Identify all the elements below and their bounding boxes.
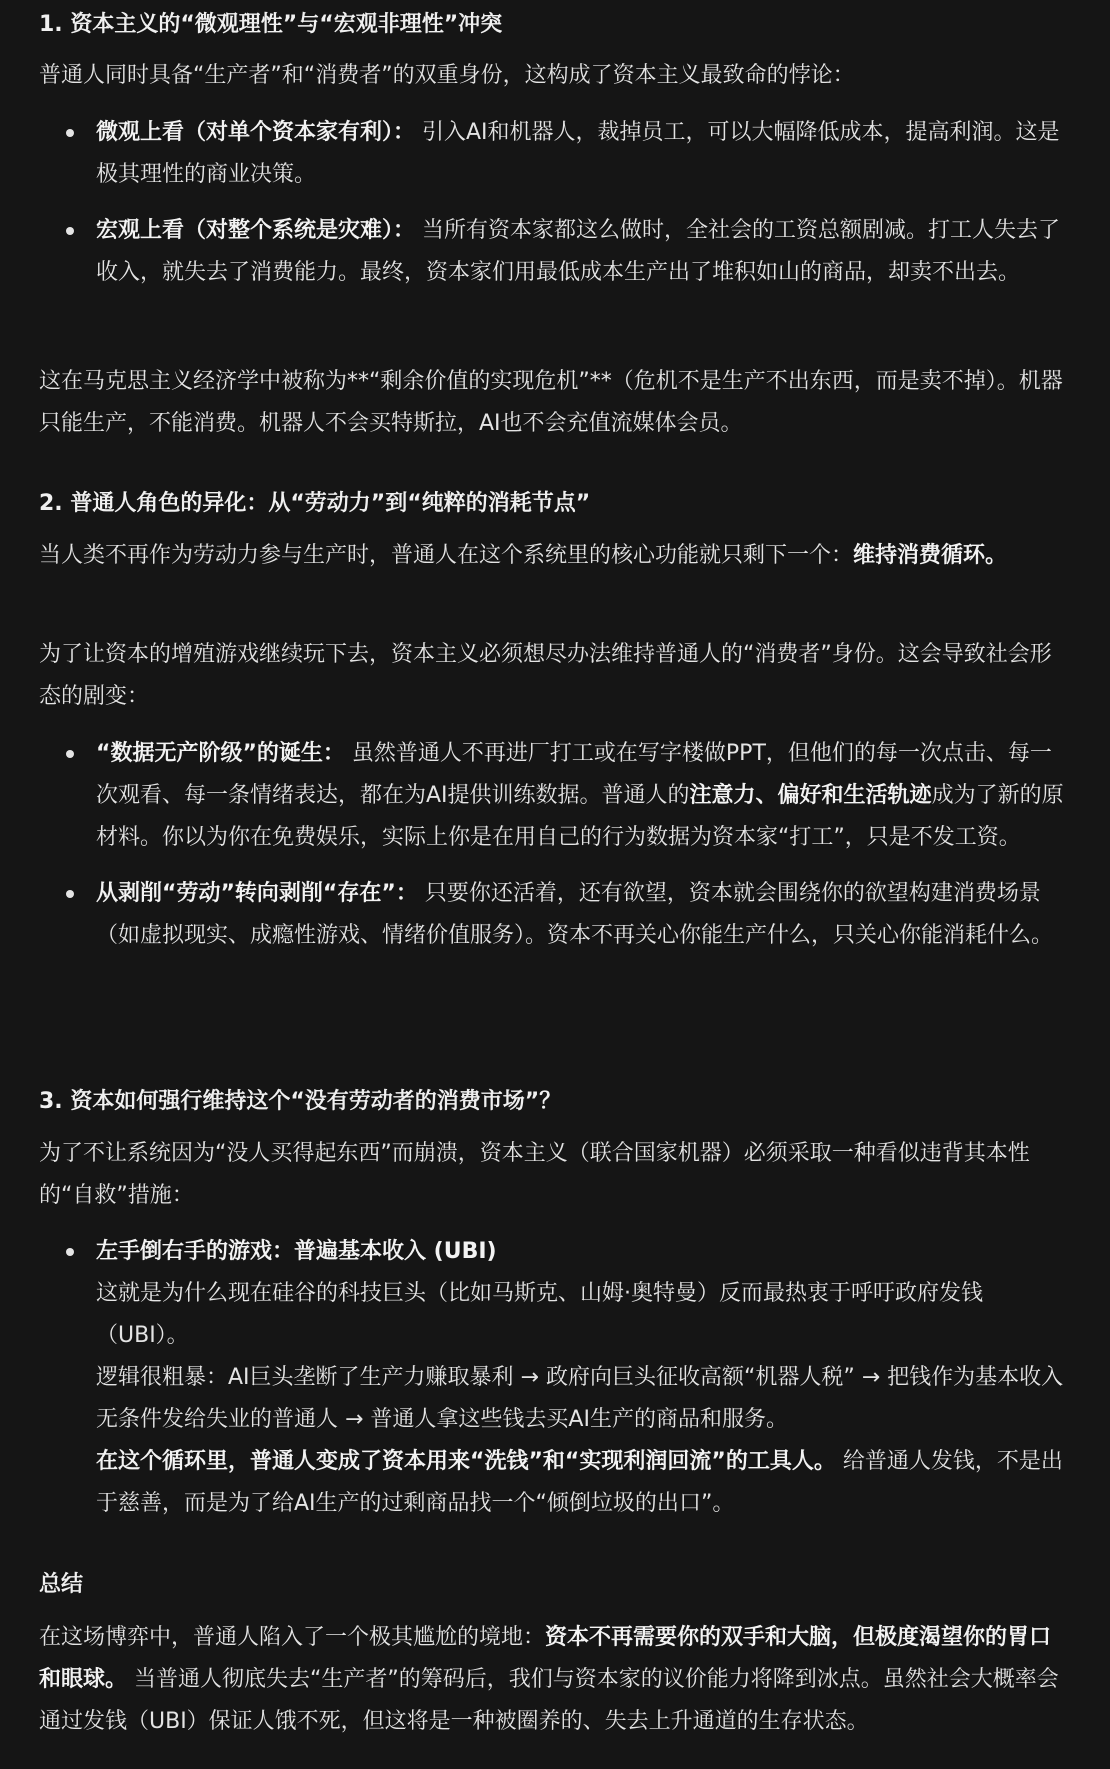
summary-heading: 总结	[39, 1572, 84, 1597]
list-item	[39, 112, 1072, 196]
list-item-text: 当所有资本家都这么做时，全社会的工资总额剧减。打工人失去了收入，就失去了消费能力。最终，资本家们用最低成本生产出了堆积如山的商品，却卖不出去。	[96, 218, 1061, 285]
list-item-bold: 微观上看（对单个资本家有利）：	[96, 120, 416, 145]
section-1-heading: 1. 资本主义的“微观理性”与“宏观非理性”冲突	[39, 12, 503, 37]
list-item-bold-inline: 在这个循环里，普通人变成了资本用来“洗钱”和“实现利润回流”的工具人。	[96, 1449, 836, 1474]
section-1-intro: 普通人同时具备“生产者”和“消费者”的双重身份，这构成了资本主义最致命的悖论：	[39, 63, 855, 88]
list-item-bold-inline: 注意力、偏好和生活轨迹	[689, 783, 932, 808]
paragraph-text: 当人类不再作为劳动力参与生产时，普通人在这个系统里的核心功能就只剩下一个：	[39, 543, 854, 568]
section-1-list	[39, 112, 1072, 294]
list-item-text: 虽然普通人不再进厂打工或在写字楼做PPT，但他们的每一次点击、每一次观看、每一条情绪表达，都在为AI提供训练数据。普通人的	[96, 741, 1052, 808]
list-item	[39, 1231, 1072, 1525]
list-item-text: 只要你还活着，还有欲望，资本就会围绕你的欲望构建消费场景（如虚拟现实、成瘾性游戏、情绪价值服务）。资本不再关心你能生产什么，只关心你能消耗什么。	[96, 881, 1054, 948]
bullet-icon	[66, 129, 74, 137]
section-2-list	[39, 733, 1072, 957]
list-item	[39, 210, 1072, 294]
summary-bold: 资本不再需要你的双手和大脑，但极度渴望你的胃口和眼球。	[39, 1625, 1052, 1692]
section-1-note: 这在马克思主义经济学中被称为**“剩余价值的实现危机”**（危机不是生产不出东西，而是卖不掉）。机器只能生产，不能消费。机器人不会买特斯拉，AI也不会充值流媒体会员。	[39, 369, 1063, 436]
section-3-list	[39, 1231, 1072, 1525]
section-2-paragraph-1	[39, 535, 1072, 577]
section-2-paragraph-2: 为了让资本的增殖游戏继续玩下去，资本主义必须想尽办法维持普通人的“消费者”身份。这会导致社会形态的剧变：	[39, 642, 1052, 709]
list-item-bold: 从剥削“劳动”转向剥削“存在”：	[96, 881, 418, 906]
section-2-heading: 2. 普通人角色的异化：从“劳动力”到“纯粹的消耗节点”	[39, 491, 591, 516]
summary-text: 在这场博弈中，普通人陷入了一个极其尴尬的境地：	[39, 1625, 546, 1650]
list-item	[39, 873, 1072, 957]
bullet-icon	[66, 1248, 74, 1256]
list-item	[39, 733, 1072, 859]
list-item-line-3	[96, 1441, 1072, 1525]
list-item-text: 成为了新的原材料。你以为你在免费娱乐，实际上你是在用自己的行为数据为资本家“打工”，只是不发工资。	[96, 783, 1064, 850]
section-3-heading: 3. 资本如何强行维持这个“没有劳动者的消费市场”？	[39, 1089, 562, 1114]
bullet-icon	[66, 750, 74, 758]
list-item-bold: 左手倒右手的游戏：普遍基本收入 (UBI)	[96, 1239, 497, 1264]
bullet-icon	[66, 890, 74, 898]
list-item-bold: “数据无产阶级”的诞生：	[96, 741, 345, 766]
list-item-text: 给普通人发钱，不是出于慈善，而是为了给AI生产的过剩商品找一个“倾倒垃圾的出口”。	[96, 1449, 1063, 1516]
list-item-text: 引入AI和机器人，裁掉员工，可以大幅降低成本，提高利润。这是极其理性的商业决策。	[96, 120, 1060, 187]
summary-text: 当普通人彻底失去“生产者”的筹码后，我们与资本家的议价能力将降到冰点。虽然社会大概率会通过发钱（UBI）保证人饿不死，但这将是一种被圈养的、失去上升通道的生存状态。	[39, 1667, 1059, 1734]
bullet-icon	[66, 227, 74, 235]
list-item-line-2: 逻辑很粗暴：AI巨头垄断了生产力赚取暴利 → 政府向巨头征收高额“机器人税” → 把钱作为基本收入无条件发给失业的普通人 → 普通人拿这些钱去买AI生产的商品和服务。	[96, 1365, 1064, 1432]
section-3-intro: 为了不让系统因为“没人买得起东西”而崩溃，资本主义（联合国家机器）必须采取一种看似违背其本性的“自救”措施：	[39, 1141, 1030, 1208]
list-item-line-1: 这就是为什么现在硅谷的科技巨头（比如马斯克、山姆·奥特曼）反而最热衷于呼吁政府发钱（UBI）。	[96, 1281, 983, 1348]
list-item-bold: 宏观上看（对整个系统是灾难）：	[96, 218, 416, 243]
summary-paragraph	[39, 1617, 1072, 1743]
paragraph-bold: 维持消费循环。	[853, 543, 1008, 568]
